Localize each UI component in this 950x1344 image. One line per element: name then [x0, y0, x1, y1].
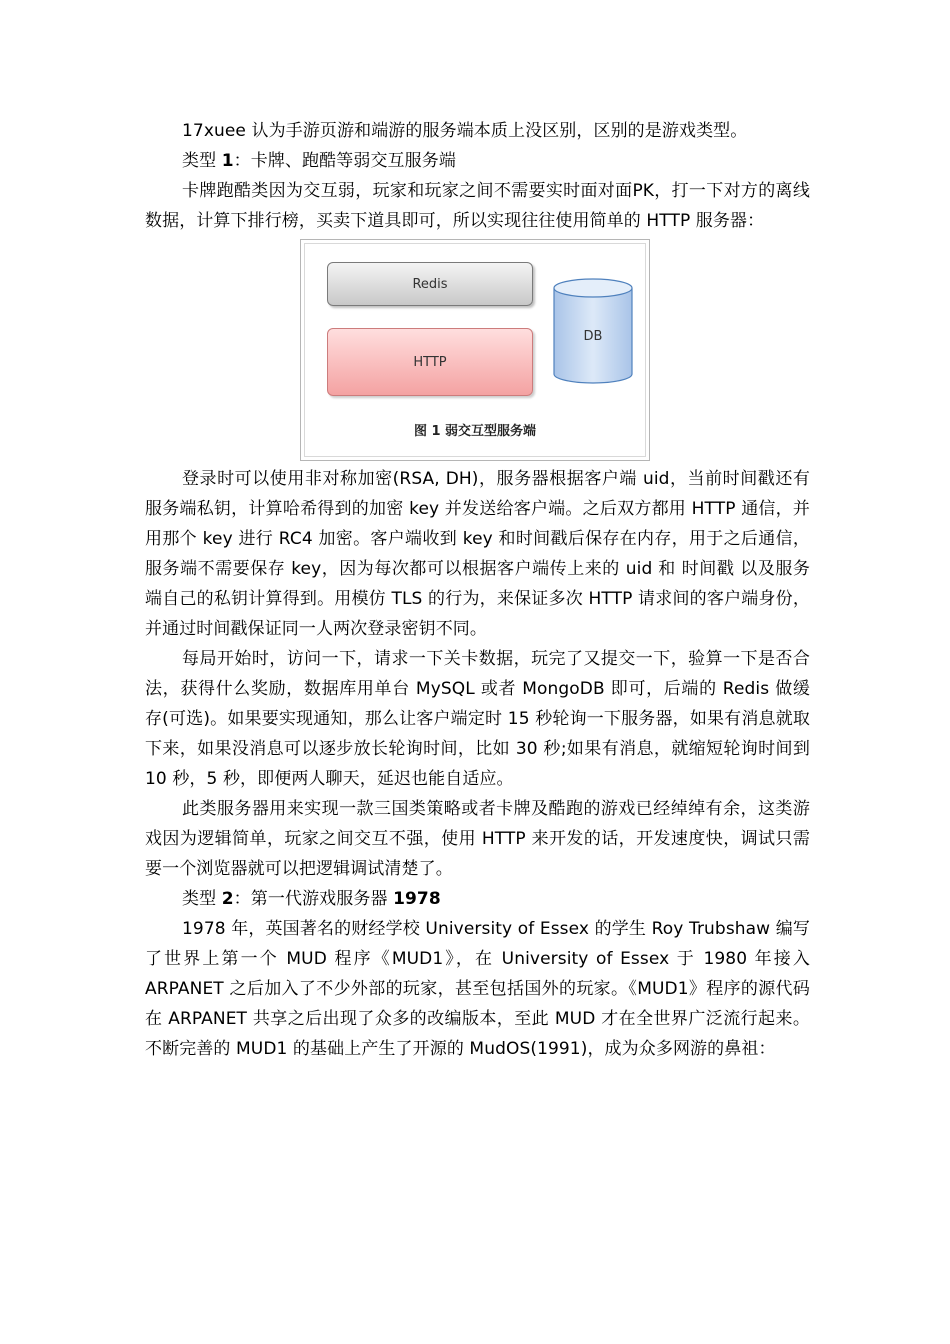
db-cylinder — [553, 278, 633, 384]
http-label: HTTP — [413, 354, 447, 370]
heading-type-2-year: 1978 — [393, 889, 441, 909]
http-box — [327, 328, 533, 396]
heading-type-1 — [145, 146, 810, 176]
heading-type-2-prefix: 类型 — [182, 889, 222, 909]
heading-type-1-number: 1 — [221, 151, 234, 171]
figure-weak-interaction-server — [300, 239, 650, 461]
heading-type-1-prefix: 类型 — [182, 151, 222, 171]
db-label: DB — [583, 329, 603, 344]
paragraph-card-games: 卡牌跑酷类因为交互弱，玩家和玩家之间不需要实时面对面PK，打一下对方的离线数据，计算下排行榜，买卖下道具即可，所以实现往往使用简单的 HTTP 服务器： — [145, 181, 810, 231]
paragraph-login: 登录时可以使用非对称加密(RSA, DH)，服务器根据客户端 uid，当前时间戳还有服务端私钥，计算哈希得到的加密 key 并发送给客户端。之后双方都用 HTTP 通信，并用那个 key 进行 RC4 加密。客户端收到 key 和时间戳后保存在内存，用于之后通信，服务端不需要保存 key，因为每次都可以根据客户端传上来的 uid 和 时间戳 以及服务端自己的私钥计算得到。用模仿 TLS 的行为，来保证多次 HTTP 请求间的客户端身份，并通过时间戳保证同一人两次登录密钥不同。 — [145, 469, 810, 639]
heading-type-2 — [145, 884, 810, 914]
paragraph-summary: 此类服务器用来实现一款三国类策略或者卡牌及酷跑的游戏已经绰绰有余，这类游戏因为逻辑简单，玩家之间交互不强，使用 HTTP 来开发的话，开发速度快，调试只需要一个浏览器就可以把逻辑调试清楚了。 — [145, 799, 810, 879]
redis-label: Redis — [412, 276, 448, 292]
paragraph-intro: 17xuee 认为手游页游和端游的服务端本质上没区别，区别的是游戏类型。 — [182, 121, 748, 141]
paragraph-each-round: 每局开始时，访问一下，请求一下关卡数据，玩完了又提交一下，验算一下是否合法，获得什么奖励，数据库用单台 MySQL 或者 MongoDB 即可，后端的 Redis 做缓存(可选)。如果要实现通知，那么让客户端定时 15 秒轮询一下服务器，如果有消息就取下来，如果没消息可以逐步放长轮询时间，比如 30 秒;如果有消息，就缩短轮询时间到 10 秒，5 秒，即便两人聊天，延迟也能自适应。 — [145, 649, 810, 789]
figure-frame — [304, 243, 646, 457]
paragraph-mud-history: 1978 年，英国著名的财经学校 University of Essex 的学生 Roy Trubshaw 编写了世界上第一个 MUD 程序《MUD1》，在 University of Essex 于 1980 年接入 ARPANET 之后加入了不少外部的玩家，甚至包括国外的玩家。《MUD1》程序的源代码在 ARPANET 共享之后出现了众多的改编版本，至此 MUD 才在全世界广泛流行起来。不断完善的 MUD1 的基础上产生了开源的 MudOS(1991)，成为众多网游的鼻祖： — [145, 919, 810, 1059]
heading-type-2-number: 2 — [221, 889, 234, 909]
figure-caption: 图 1 弱交互型服务端 — [413, 424, 537, 439]
document-page — [145, 116, 810, 1064]
heading-type-2-text: ：第一代游戏服务器 — [233, 889, 394, 909]
heading-type-1-text: ：卡牌、跑酷等弱交互服务端 — [233, 151, 456, 171]
redis-box — [327, 262, 533, 306]
